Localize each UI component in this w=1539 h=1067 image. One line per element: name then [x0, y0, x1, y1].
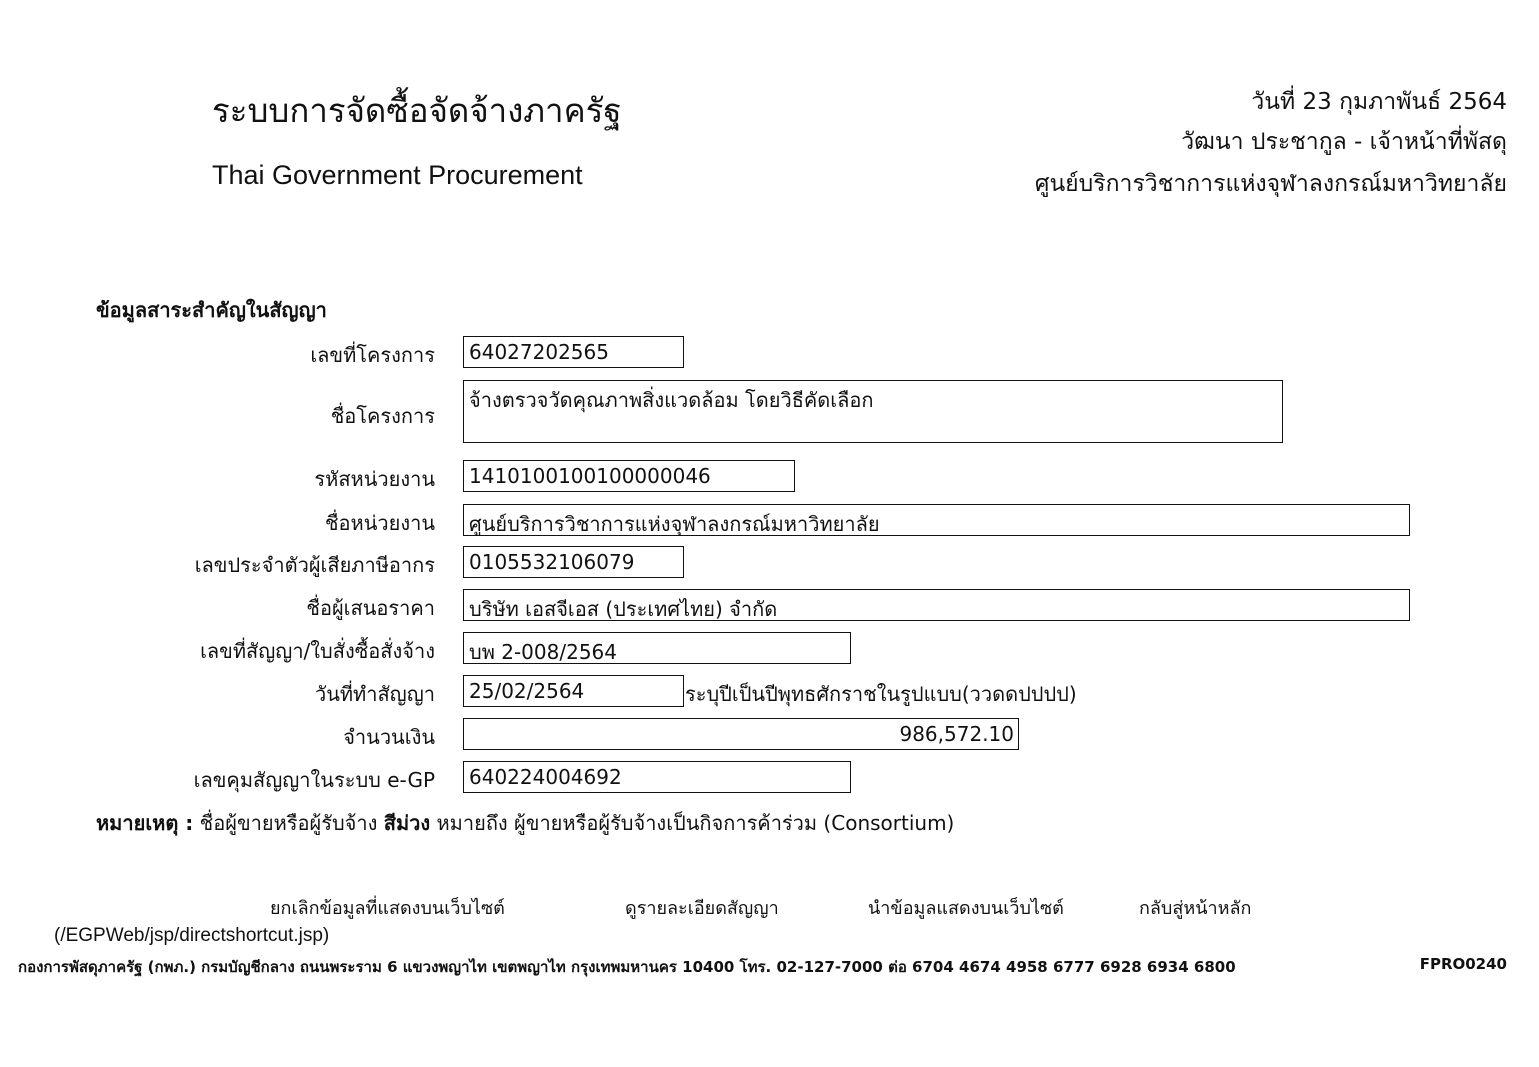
- publish-link[interactable]: นำข้อมูลแสดงบนเว็บไซต์: [868, 898, 1064, 919]
- print-date: วันที่ 23 กุมภาพันธ์ 2564: [1251, 89, 1507, 115]
- label-amount: จำนวนเงิน: [343, 725, 435, 749]
- system-title-th: ระบบการจัดซื้อจัดจ้างภาครัฐ: [212, 91, 622, 130]
- shortcut-url: (/EGPWeb/jsp/directshortcut.jsp): [54, 925, 330, 946]
- label-egp-contract-no: เลขคุมสัญญาในระบบ e-GP: [193, 768, 435, 792]
- home-link[interactable]: กลับสู่หน้าหลัก: [1139, 898, 1252, 919]
- label-unit-name: ชื่อหน่วยงาน: [324, 511, 435, 535]
- label-unit-code: รหัสหน่วยงาน: [314, 467, 435, 491]
- project-name-field[interactable]: จ้างตรวจวัดคุณภาพสิ่งแวดล้อม โดยวิธีคัดเลือก: [463, 380, 1283, 443]
- cancel-display-link[interactable]: ยกเลิกข้อมูลที่แสดงบนเว็บไซต์: [270, 898, 505, 919]
- row-bidder-name: [0, 589, 1539, 623]
- note-text-2: หมายถึง ผู้ขายหรือผู้รับจ้างเป็นกิจการค้าร่วม (Consortium): [436, 811, 955, 835]
- label-contract-date: วันที่ทำสัญญา: [314, 682, 435, 706]
- row-project-name: [0, 380, 1539, 444]
- officer-name: วัฒนา ประชากูล - เจ้าหน้าที่พัสดุ: [1181, 129, 1507, 155]
- section-title: ข้อมูลสาระสำคัญในสัญญา: [96, 298, 327, 322]
- row-unit-name: [0, 504, 1539, 538]
- label-tax-id: เลขประจำตัวผู้เสียภาษีอากร: [194, 553, 435, 577]
- label-contract-no: เลขที่สัญญา/ใบสั่งซื้อสั่งจ้าง: [200, 639, 435, 663]
- project-no-field[interactable]: 64027202565: [463, 336, 684, 368]
- egp-contract-no-field[interactable]: 640224004692: [463, 761, 851, 793]
- row-amount: [0, 718, 1539, 752]
- contract-no-field[interactable]: บพ 2-008/2564: [463, 632, 851, 664]
- row-egp-contract-no: [0, 761, 1539, 795]
- contract-date-field[interactable]: 25/02/2564: [463, 675, 684, 707]
- row-project-no: [0, 336, 1539, 370]
- agency-name: ศูนย์บริการวิชาการแห่งจุฬาลงกรณ์มหาวิทยาลัย: [1034, 171, 1507, 197]
- label-bidder-name: ชื่อผู้เสนอราคา: [306, 596, 435, 620]
- label-project-no: เลขที่โครงการ: [310, 343, 435, 367]
- note-prefix: หมายเหตุ :: [96, 811, 194, 835]
- form-code: FPRO0240: [1419, 955, 1507, 973]
- footer-address: กองการพัสดุภาครัฐ (กพภ.) กรมบัญชีกลาง ถนนพระราม 6 แขวงพญาไท เขตพญาไท กรุงเทพมหานคร 10400 โทร. 02-127-7000 ต่อ 6704 4674 4958 6777 6928 6934 6800: [18, 958, 1236, 976]
- row-contract-no: [0, 632, 1539, 666]
- label-project-name: ชื่อโครงการ: [330, 404, 435, 428]
- row-contract-date: [0, 675, 1539, 709]
- row-unit-code: [0, 460, 1539, 494]
- view-contract-link[interactable]: ดูรายละเอียดสัญญา: [625, 898, 779, 919]
- date-format-hint: ระบุปีเป็นปีพุทธศักราชในรูปแบบ(ววดดปปปป): [685, 682, 1077, 706]
- consortium-note: [96, 807, 954, 839]
- note-highlight: สีม่วง: [383, 811, 431, 835]
- note-text-1: ชื่อผู้ขายหรือผู้รับจ้าง: [199, 811, 378, 835]
- unit-code-field[interactable]: 1410100100100000046: [463, 460, 795, 492]
- row-tax-id: [0, 546, 1539, 580]
- amount-field[interactable]: 986,572.10: [463, 718, 1019, 750]
- tax-id-field[interactable]: 0105532106079: [463, 546, 684, 578]
- system-title-en: Thai Government Procurement: [212, 160, 583, 190]
- bidder-name-field[interactable]: บริษัท เอสจีเอส (ประเทศไทย) จำกัด: [463, 589, 1410, 621]
- unit-name-field[interactable]: ศูนย์บริการวิชาการแห่งจุฬาลงกรณ์มหาวิทยาลัย: [463, 504, 1410, 536]
